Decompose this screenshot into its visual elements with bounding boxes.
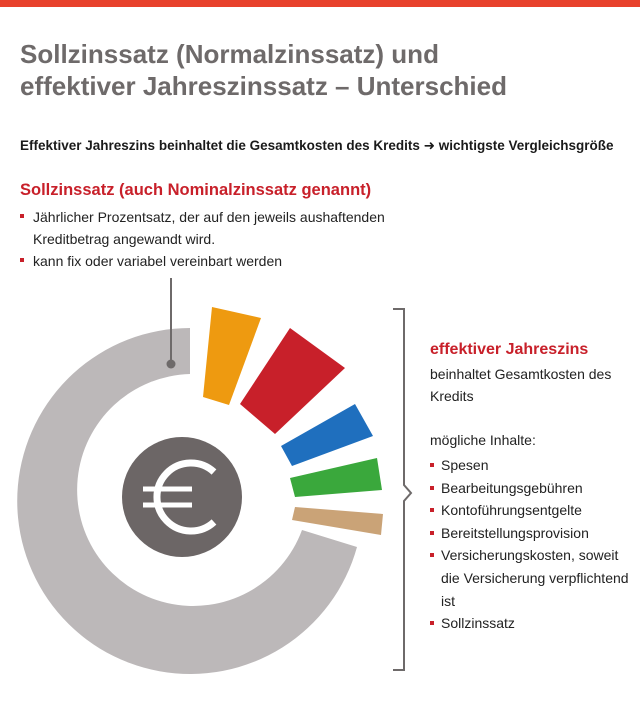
right-bracket <box>393 309 411 670</box>
effektiv-description: beinhaltet Gesamtkosten des Kredits <box>430 366 612 404</box>
subtitle: Effektiver Jahreszins beinhaltet die Gesamtkosten des Kredits ➜ wichtigste Vergleichsgröße <box>20 138 614 153</box>
segment-tan <box>292 507 383 535</box>
title-line-2: effektiver Jahreszinssatz – Unterschied <box>20 71 507 101</box>
sollzins-connector-dot <box>167 360 176 369</box>
sollzins-heading: Sollzinssatz (auch Nominalzinssatz genannt) <box>20 181 372 199</box>
sollzins-bullet: kann fix oder variabel vereinbart werden <box>20 250 440 272</box>
segment-green <box>290 458 382 497</box>
center-circle <box>122 437 242 557</box>
inhalte-item: Spesen <box>430 454 630 477</box>
inhalte-list <box>430 454 630 635</box>
inhalte-item: Versicherungskosten, soweit die Versicherung verpflichtend ist <box>430 544 630 612</box>
inhalte-item: Kontoführungsentgelte <box>430 499 630 522</box>
sollzins-bullet: Jährlicher Prozentsatz, der auf den jeweils aushaftenden Kreditbetrag angewandt wird. <box>20 206 440 250</box>
title-line-1: Sollzinssatz (Normalzinssatz) und <box>20 39 439 69</box>
segment-red <box>240 328 345 434</box>
inhalte-item: Bereitstellungsprovision <box>430 522 630 545</box>
inhalte-label: mögliche Inhalte: <box>430 432 536 448</box>
inhalte-item: Bearbeitungsgebühren <box>430 477 630 500</box>
inhalte-item: Sollzinssatz <box>430 612 630 635</box>
effektiv-heading: effektiver Jahreszins <box>430 341 589 358</box>
